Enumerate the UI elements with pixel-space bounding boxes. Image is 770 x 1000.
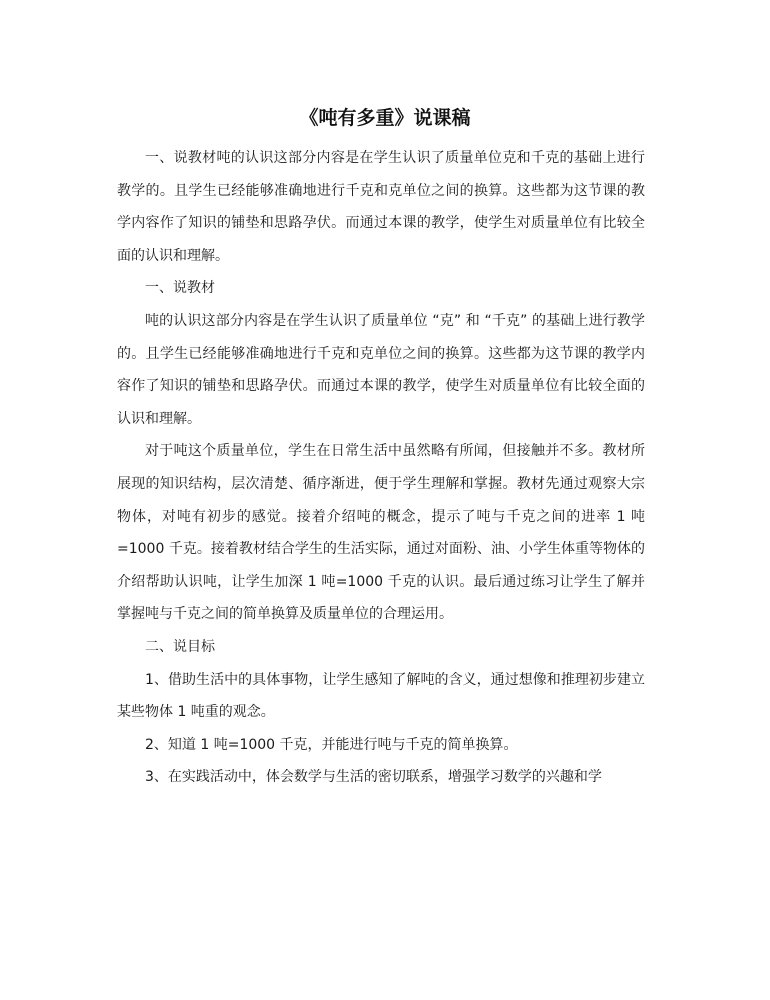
document-title: 《吨有多重》说课稿 xyxy=(299,107,471,129)
heading-textbook: 一、说教材 xyxy=(145,280,215,297)
document-body xyxy=(117,142,645,794)
paragraph-textbook: 吨的认识这部分内容是在学生认识了质量单位 “克” 和 “千克” 的基础上进行教学的。且学生已经能够准确地进行千克和克单位之间的换算。这些都为这节课的教学内容作了知识的铺垫和思路孕伏。而通过本课的教学，使学生对质量单位有比较全面的认识和理解。 xyxy=(117,312,645,427)
objective-1: 1、借助生活中的具体事物，让学生感知了解吨的含义，通过想像和推理初步建立某些物体 1 吨重的观念。 xyxy=(117,671,645,721)
paragraph-intro: 一、说教材吨的认识这部分内容是在学生认识了质量单位克和千克的基础上进行教学的。且学生已经能够准确地进行千克和克单位之间的换算。这些都为这节课的教学内容作了知识的铺垫和思路孕伏。而通过本课的教学，使学生对质量单位有比较全面的认识和理解。 xyxy=(117,150,645,264)
objective-3: 3、在实践活动中，体会数学与生活的密切联系，增强学习数学的兴趣和学 xyxy=(145,769,602,786)
heading-objectives: 二、说目标 xyxy=(145,638,215,655)
objective-2: 2、知道 1 吨=1000 千克，并能进行吨与千克的简单换算。 xyxy=(145,736,518,753)
paragraph-ton-unit: 对于吨这个质量单位，学生在日常生活中虽然略有所闻，但接触并不多。教材所展现的知识结构，层次清楚、循序渐进，便于学生理解和掌握。教材先通过观察大宗物体，对吨有初步的感觉。接着介绍吨的概念，提示了吨与千克之间的进率 1 吨=1000 千克。接着教材结合学生的生活实际，通过对面粉、油、小学生体重等物体的介绍帮助认识吨，让学生加深 1 吨=1000 千克的认识。最后通过练习让学生了解并掌握吨与千克之间的简单换算及质量单位的合理运用。 xyxy=(117,443,645,623)
